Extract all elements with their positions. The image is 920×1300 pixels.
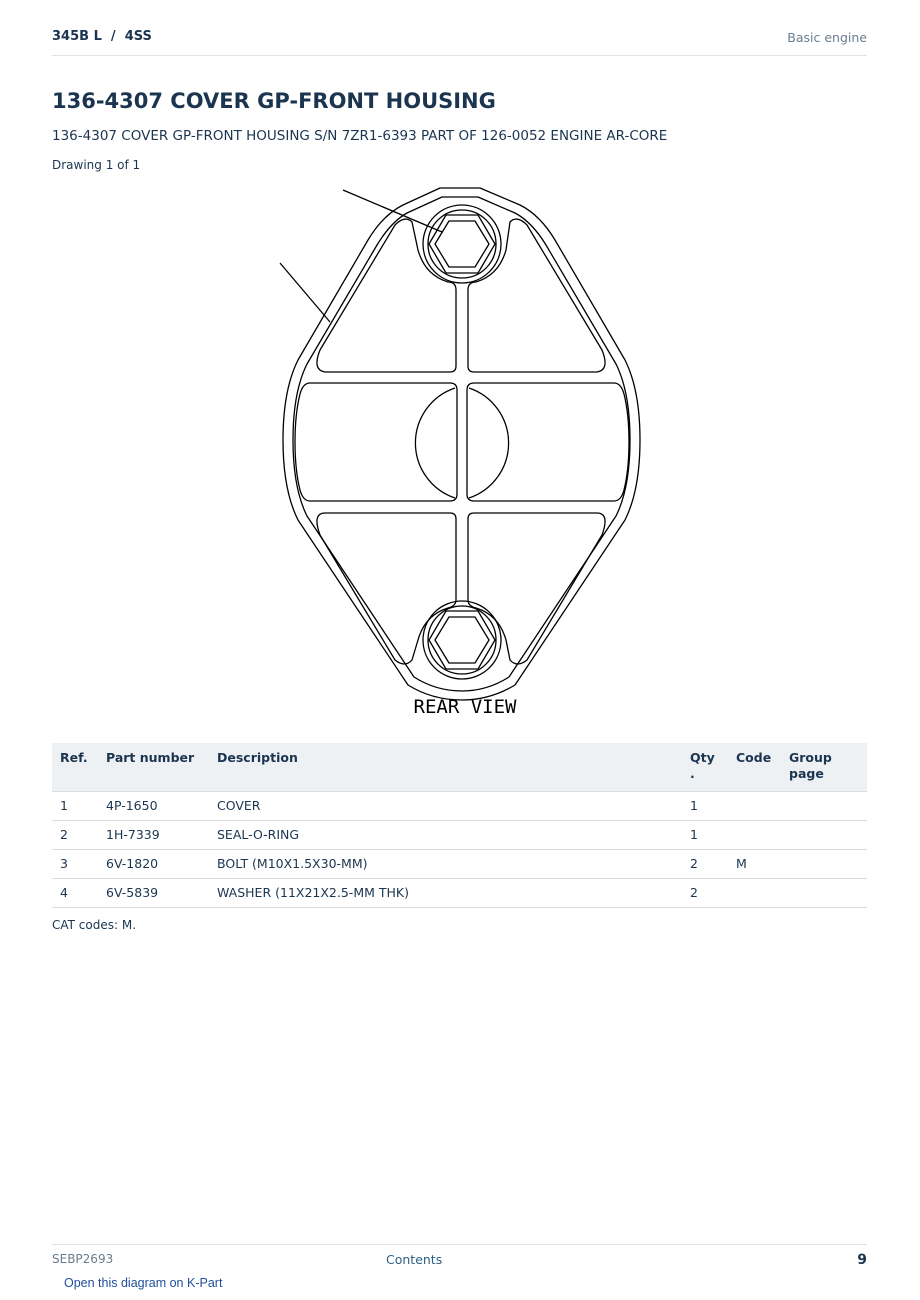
col-header-part-number: Part number [98, 743, 209, 792]
cell-code [728, 821, 781, 850]
page-subtitle: 136-4307 COVER GP-FRONT HOUSING S/N 7ZR1-6393 PART OF 126-0052 ENGINE AR-CORE [52, 128, 668, 144]
parts-diagram [260, 180, 660, 725]
cell-group-page [781, 879, 867, 908]
cell-ref: 2 [52, 821, 98, 850]
cell-code: M [728, 850, 781, 879]
open-in-kpart-link[interactable]: Open this diagram on K-Part [64, 1276, 223, 1290]
col-header-description: Description [209, 743, 682, 792]
parts-table [52, 743, 867, 908]
cell-ref: 4 [52, 879, 98, 908]
table-row [52, 792, 867, 821]
cell-code [728, 792, 781, 821]
cell-description: WASHER (11X21X2.5-MM THK) [209, 879, 682, 908]
cell-qty: 1 [682, 792, 728, 821]
cell-group-page [781, 792, 867, 821]
page-title: 136-4307 COVER GP-FRONT HOUSING [52, 89, 496, 113]
footer-divider [52, 1244, 867, 1245]
diagram-view-label: REAR VIEW [413, 696, 517, 718]
cell-part-number: 6V-5839 [98, 879, 209, 908]
col-header-code: Code [728, 743, 781, 792]
cell-qty: 1 [682, 821, 728, 850]
cell-group-page [781, 821, 867, 850]
model-label: 345B L / 4SS [52, 29, 152, 44]
drawing-count: Drawing 1 of 1 [52, 158, 141, 172]
cover-outline [283, 188, 640, 700]
cat-codes-note: CAT codes: M. [52, 918, 137, 932]
cell-description: BOLT (M10X1.5X30-MM) [209, 850, 682, 879]
cell-ref: 3 [52, 850, 98, 879]
cell-part-number: 1H-7339 [98, 821, 209, 850]
col-header-group-page: Group page [781, 743, 867, 792]
table-row [52, 879, 867, 908]
section-label: Basic engine [787, 30, 867, 45]
cell-part-number: 6V-1820 [98, 850, 209, 879]
table-row [52, 821, 867, 850]
page-number: 9 [857, 1252, 867, 1268]
contents-link[interactable]: Contents [386, 1252, 443, 1267]
cell-qty: 2 [682, 879, 728, 908]
table-row [52, 850, 867, 879]
page-header [52, 28, 867, 56]
table-header-row [52, 743, 867, 792]
cell-ref: 1 [52, 792, 98, 821]
cell-description: SEAL-O-RING [209, 821, 682, 850]
cell-code [728, 879, 781, 908]
cell-group-page [781, 850, 867, 879]
document-id: SEBP2693 [52, 1252, 114, 1266]
cell-description: COVER [209, 792, 682, 821]
cell-part-number: 4P-1650 [98, 792, 209, 821]
col-header-qty: Qty . [682, 743, 728, 792]
col-header-ref: Ref. [52, 743, 98, 792]
cell-qty: 2 [682, 850, 728, 879]
